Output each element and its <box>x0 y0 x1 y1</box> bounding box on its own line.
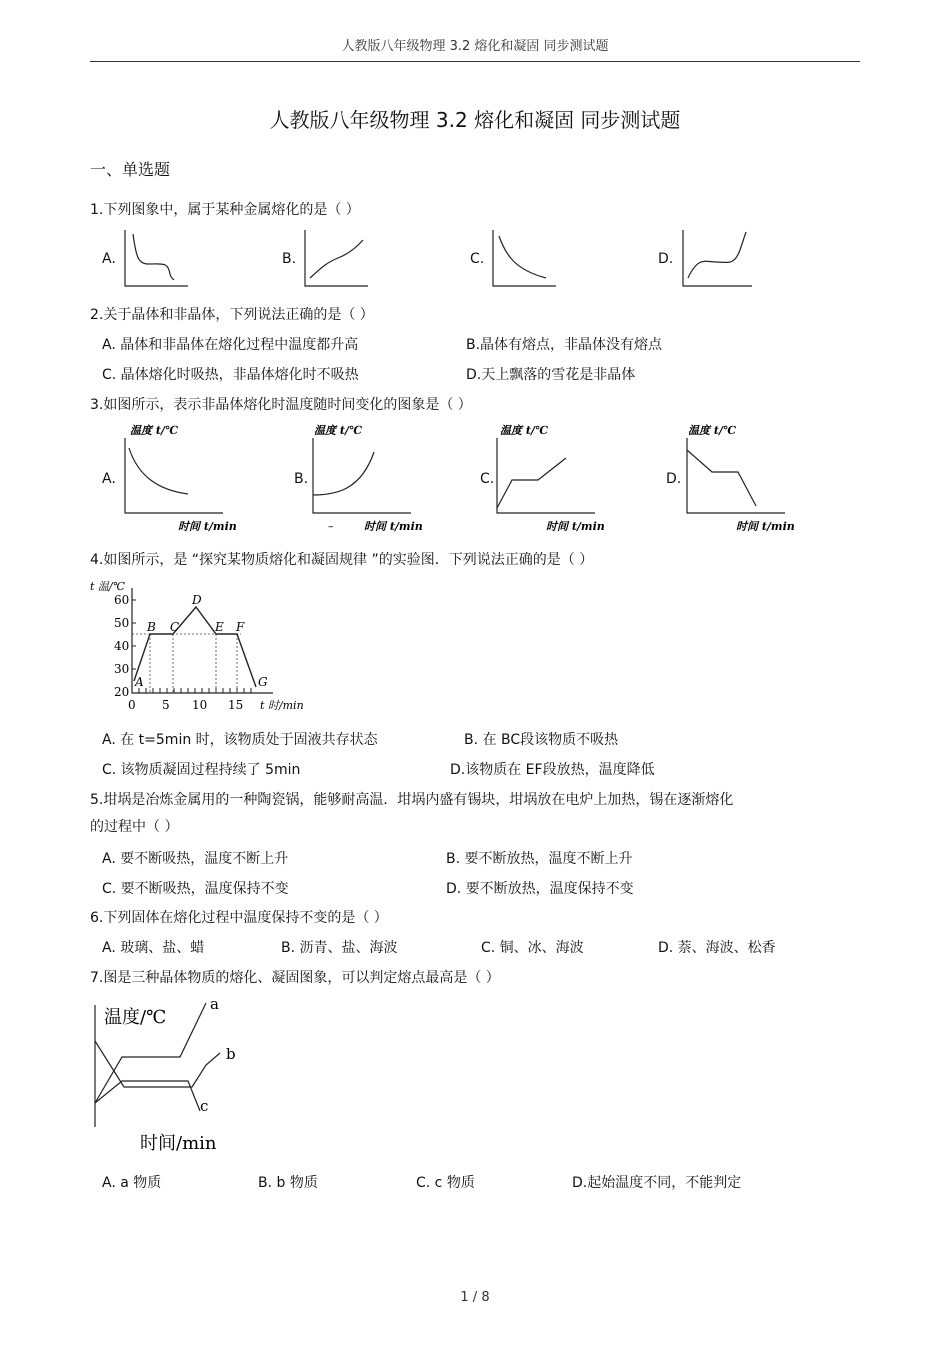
q1-label-c: C. <box>470 251 485 267</box>
q3-label-b: B. <box>294 471 309 487</box>
question-4-stem: 4.如图所示，是 “探究某物质熔化和凝固规律 ”的实验图．下列说法正确的是（ ） <box>90 552 594 568</box>
q4-ytick-60: 60 <box>114 593 130 607</box>
q4-option-c: C. 该物质凝固过程持续了 5min <box>102 762 301 778</box>
q3c-xlabel: 时间 t/min <box>546 520 605 533</box>
q4-guides <box>132 634 241 693</box>
q4-point-g: G <box>258 675 268 689</box>
q2-option-d: D.天上飘落的雪花是非晶体 <box>466 367 636 383</box>
question-2-stem: 2.关于晶体和非晶体，下列说法正确的是（ ） <box>90 307 374 323</box>
q3a-ylabel: 温度 t/℃ <box>130 424 179 437</box>
q4-xtick-10: 10 <box>192 698 208 712</box>
q3d-ylabel: 温度 t/℃ <box>688 424 737 437</box>
q4-ylabel: t 温/℃ <box>90 580 125 593</box>
q4-point-d: D <box>192 593 202 607</box>
q7-label-c: c <box>200 1097 209 1115</box>
q3c-curve <box>497 458 566 508</box>
question-5-stem-line2: 的过程中（ ） <box>90 819 179 835</box>
q5-option-b: B. 要不断放热，温度不断上升 <box>446 851 633 867</box>
q4-option-a: A. 在 t=5min 时，该物质处于固液共存状态 <box>102 732 378 748</box>
q1-graph-a <box>118 226 192 290</box>
q4-xlabel: t 时/min <box>260 699 304 712</box>
q5-option-d: D. 要不断放热，温度保持不变 <box>446 881 634 897</box>
q1-graph-b <box>298 226 372 290</box>
q4-curve <box>134 607 256 687</box>
q2-option-c: C. 晶体熔化时吸热，非晶体熔化时不吸热 <box>102 367 359 383</box>
q7-ylabel: 温度/℃ <box>104 1007 167 1028</box>
q1c-axes <box>493 230 556 286</box>
q7-label-a: a <box>210 995 219 1013</box>
question-7-stem: 7.图是三种晶体物质的熔化、凝固图象，可以判定熔点最高是（ ） <box>90 970 500 986</box>
q3-graph-a <box>118 418 246 536</box>
page-header: 人教版八年级物理 3.2 熔化和凝固 同步测试题 <box>341 39 609 54</box>
q6-option-b: B. 沥青、盐、海波 <box>281 940 398 956</box>
q3a-axes <box>125 438 223 513</box>
section-heading: 一、单选题 <box>90 160 171 179</box>
question-3-stem: 3.如图所示，表示非晶体熔化时温度随时间变化的图象是（ ） <box>90 397 472 413</box>
q1d-curve <box>688 232 746 278</box>
q5-option-a: A. 要不断吸热，温度不断上升 <box>102 851 289 867</box>
q4-point-e: E <box>215 620 224 634</box>
q4-graph <box>88 576 328 716</box>
q4-ytick-50: 50 <box>114 616 130 630</box>
q5-option-c: C. 要不断吸热，温度保持不变 <box>102 881 289 897</box>
q3-label-c: C. <box>480 471 495 487</box>
q3-graph-c <box>490 418 618 536</box>
q1-label-d: D. <box>658 251 674 267</box>
q3a-xlabel: 时间 t/min <box>178 520 237 533</box>
q4-xtick-5: 5 <box>162 698 170 712</box>
q4-point-f: F <box>236 620 245 634</box>
q1-label-a: A. <box>102 251 116 267</box>
q7-option-d: D.起始温度不同，不能判定 <box>572 1175 742 1191</box>
question-1-stem: 1.下列图象中，属于某种金属熔化的是（ ） <box>90 202 360 218</box>
q6-option-a: A. 玻璃、盐、蜡 <box>102 940 205 956</box>
q1-label-b: B. <box>282 251 297 267</box>
document-title: 人教版八年级物理 3.2 熔化和凝固 同步测试题 <box>269 108 681 132</box>
q2-option-b: B.晶体有熔点，非晶体没有熔点 <box>466 337 663 353</box>
q4-option-d: D.该物质在 EF段放热，温度降低 <box>450 762 655 778</box>
q3d-curve <box>687 450 756 506</box>
q4-option-b: B. 在 BC段该物质不吸热 <box>464 732 619 748</box>
q1-graph-d <box>676 226 756 290</box>
q3d-axes <box>687 438 785 513</box>
q7-series-c <box>95 1081 200 1111</box>
q1c-curve <box>499 236 546 278</box>
q4-point-c: C <box>170 620 180 634</box>
q3c-ylabel: 温度 t/℃ <box>500 424 549 437</box>
q3-label-d: D. <box>666 471 682 487</box>
q4-point-a: A <box>135 675 144 689</box>
q3d-xlabel: 时间 t/min <box>736 520 795 533</box>
q7-xlabel: 时间/min <box>140 1133 217 1154</box>
question-5-stem-line1: 5.坩埚是冶炼金属用的一种陶瓷锅，能够耐高温．坩埚内盛有锡块，坩埚放在电炉上加热，锡在逐渐熔化 <box>90 792 734 808</box>
q4-xtick-15: 15 <box>228 698 244 712</box>
q1a-curve <box>133 234 174 280</box>
q3-graph-d <box>680 418 808 536</box>
q3b-xlabel: 时间 t/min <box>364 520 423 533</box>
q3b-ylabel: 温度 t/℃ <box>314 424 363 437</box>
q6-option-c: C. 铜、冰、海波 <box>481 940 584 956</box>
q7-option-a: A. a 物质 <box>102 1175 162 1191</box>
q3-graph-b <box>306 418 434 536</box>
q7-series-b <box>95 1041 220 1087</box>
q7-option-b: B. b 物质 <box>258 1175 318 1191</box>
q7-label-b: b <box>226 1045 236 1063</box>
question-6-stem: 6.下列固体在熔化过程中温度保持不变的是（ ） <box>90 910 388 926</box>
q4-xtick-0: 0 <box>128 698 136 712</box>
q3b-curve <box>313 452 374 495</box>
q1d-axes <box>683 230 752 286</box>
q4-point-b: B <box>147 620 156 634</box>
q3c-axes <box>497 438 595 513</box>
q4-ytick-30: 30 <box>114 662 130 676</box>
q4-ytick-20: 20 <box>114 685 130 699</box>
q6-option-d: D. 萘、海波、松香 <box>658 940 776 956</box>
q1a-axes <box>125 230 188 286</box>
q7-graph <box>88 995 258 1157</box>
page-number: 1 / 8 <box>460 1290 490 1305</box>
q7-option-c: C. c 物质 <box>416 1175 475 1191</box>
q1-graph-c <box>486 226 560 290</box>
q1b-curve <box>310 240 363 278</box>
q3-label-a: A. <box>102 471 116 487</box>
q3a-curve <box>129 448 188 494</box>
header-rule <box>90 61 860 62</box>
q3b-dash: – <box>328 520 334 533</box>
q2-option-a: A. 晶体和非晶体在熔化过程中温度都升高 <box>102 337 359 353</box>
q4-ytick-40: 40 <box>114 639 130 653</box>
